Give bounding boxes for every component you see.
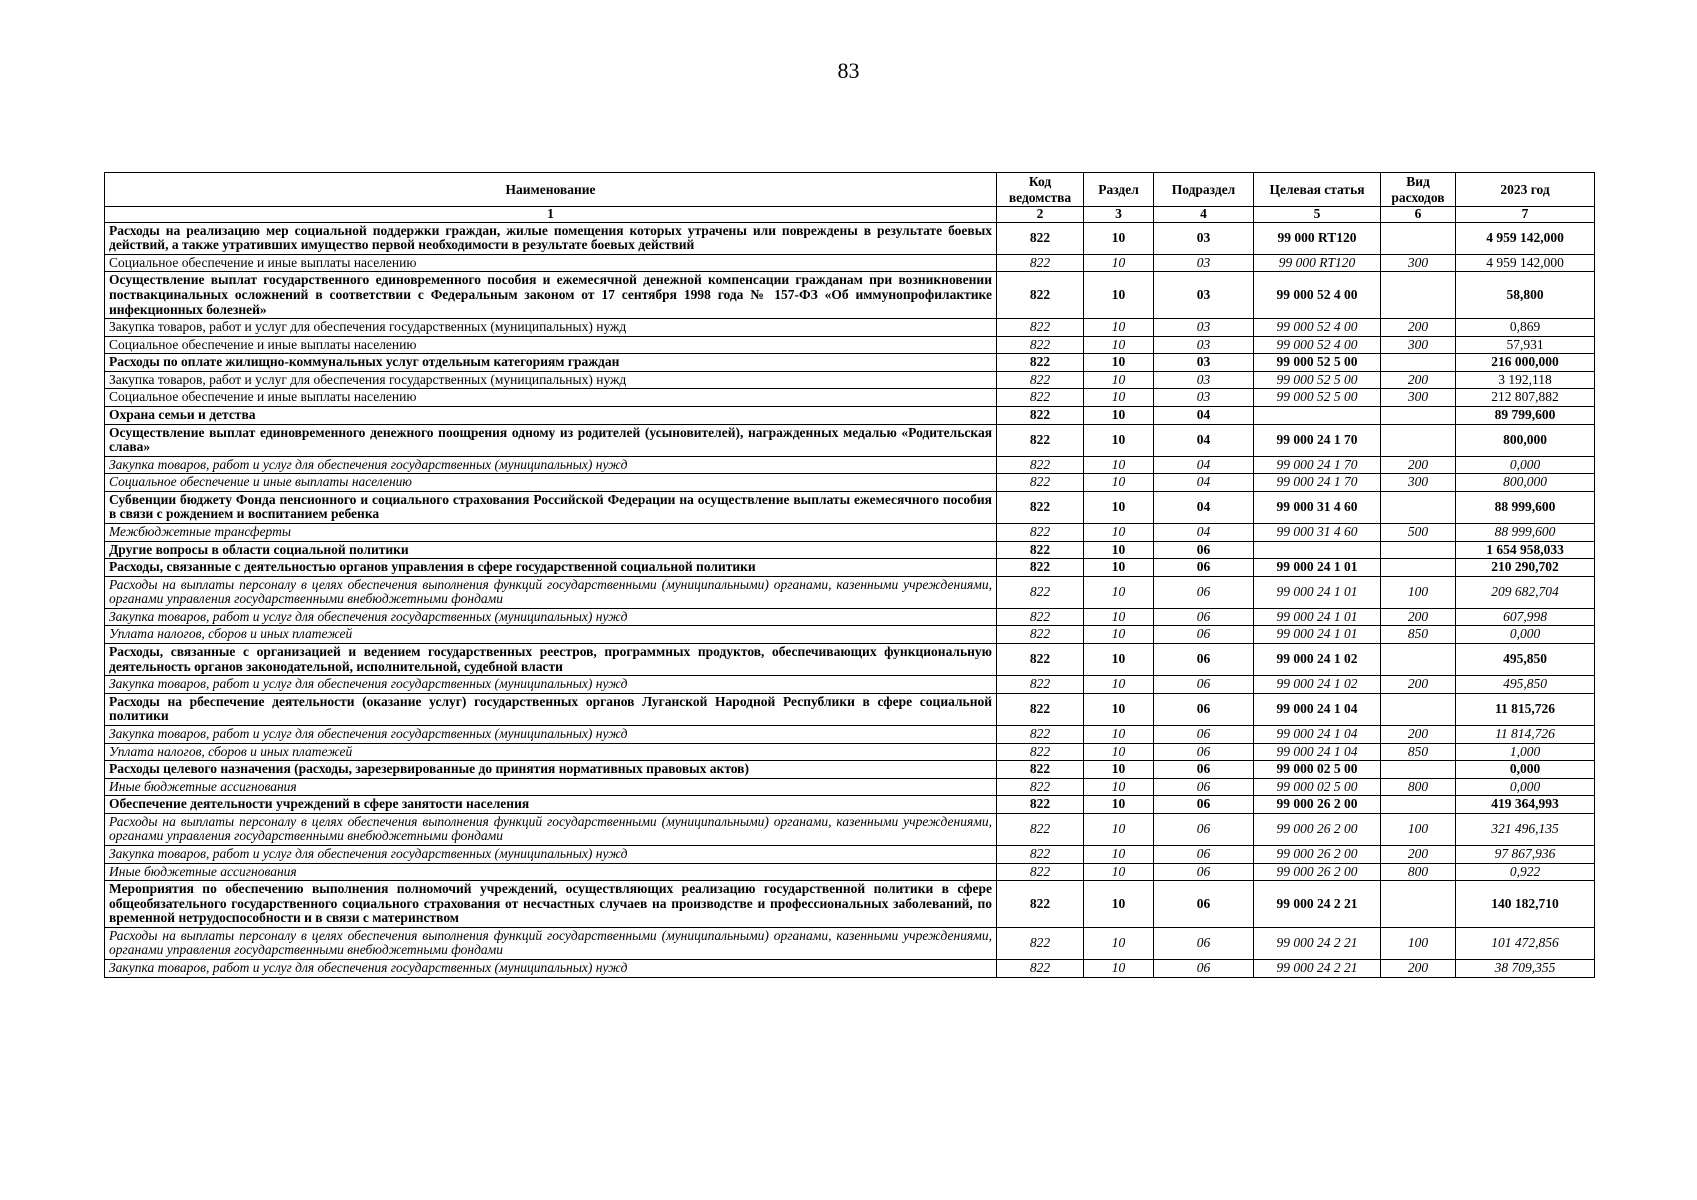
row-code: 822 [997,474,1084,492]
table-row [105,676,1595,694]
row-name: Закупка товаров, работ и услуг для обеспечения государственных (муниципальных) нужд [105,319,997,337]
row-code: 822 [997,456,1084,474]
row-type [1381,424,1456,456]
column-number: 1 [105,207,997,223]
row-name: Закупка товаров, работ и услуг для обеспечения государственных (муниципальных) нужд [105,846,997,864]
row-target: 99 000 24 1 70 [1254,456,1381,474]
row-subsection: 06 [1154,676,1254,694]
column-number: 7 [1456,207,1595,223]
row-type: 300 [1381,254,1456,272]
header-section: Раздел [1084,173,1154,207]
row-name: Социальное обеспечение и иные выплаты населению [105,389,997,407]
table-row [105,406,1595,424]
row-section: 10 [1084,761,1154,779]
row-name: Расходы по оплате жилищно-коммунальных услуг отдельным категориям граждан [105,354,997,372]
table-row [105,626,1595,644]
row-target: 99 000 31 4 60 [1254,491,1381,523]
row-type [1381,406,1456,424]
row-type: 850 [1381,743,1456,761]
row-name: Социальное обеспечение и иные выплаты населению [105,336,997,354]
row-amount: 210 290,702 [1456,559,1595,577]
table-row [105,608,1595,626]
header-code: Код ведомства [997,173,1084,207]
row-amount: 57,931 [1456,336,1595,354]
row-target: 99 000 24 1 02 [1254,644,1381,676]
row-amount: 0,000 [1456,456,1595,474]
row-subsection: 03 [1154,254,1254,272]
row-subsection: 06 [1154,761,1254,779]
row-code: 822 [997,927,1084,959]
row-amount: 0,922 [1456,863,1595,881]
table-row [105,846,1595,864]
row-subsection: 06 [1154,541,1254,559]
row-amount: 89 799,600 [1456,406,1595,424]
row-code: 822 [997,272,1084,319]
row-target: 99 000 24 1 01 [1254,559,1381,577]
row-subsection: 03 [1154,371,1254,389]
table-row [105,927,1595,959]
row-amount: 495,850 [1456,676,1595,694]
row-section: 10 [1084,813,1154,845]
table-row [105,354,1595,372]
row-name: Социальное обеспечение и иные выплаты населению [105,254,997,272]
table-row [105,761,1595,779]
row-subsection: 06 [1154,693,1254,725]
table-row [105,524,1595,542]
row-section: 10 [1084,524,1154,542]
row-name: Обеспечение деятельности учреждений в сфере занятости населения [105,796,997,814]
row-subsection: 06 [1154,644,1254,676]
row-amount: 88 999,600 [1456,524,1595,542]
row-type [1381,796,1456,814]
row-type: 100 [1381,927,1456,959]
table-row [105,222,1595,254]
row-type: 800 [1381,863,1456,881]
row-code: 822 [997,336,1084,354]
row-code: 822 [997,524,1084,542]
row-code: 822 [997,693,1084,725]
table-row [105,319,1595,337]
row-name: Расходы на выплаты персоналу в целях обеспечения выполнения функций государственными (муниципальными) органами, казенными учреждениями, органами управления государственными внебюджетными фондами [105,813,997,845]
row-subsection: 06 [1154,846,1254,864]
table-row [105,389,1595,407]
row-target: 99 000 52 4 00 [1254,336,1381,354]
row-type: 200 [1381,319,1456,337]
row-target: 99 000 52 5 00 [1254,389,1381,407]
row-subsection: 06 [1154,778,1254,796]
row-section: 10 [1084,541,1154,559]
row-code: 822 [997,319,1084,337]
table-row [105,559,1595,577]
row-amount: 419 364,993 [1456,796,1595,814]
row-code: 822 [997,491,1084,523]
row-type: 200 [1381,676,1456,694]
table-row [105,796,1595,814]
row-code: 822 [997,960,1084,978]
row-subsection: 06 [1154,576,1254,608]
column-number: 3 [1084,207,1154,223]
row-name: Закупка товаров, работ и услуг для обеспечения государственных (муниципальных) нужд [105,371,997,389]
row-section: 10 [1084,559,1154,577]
table-row [105,474,1595,492]
row-section: 10 [1084,272,1154,319]
table-row [105,541,1595,559]
row-type [1381,559,1456,577]
row-target: 99 000 26 2 00 [1254,846,1381,864]
row-target: 99 000 26 2 00 [1254,813,1381,845]
table-row [105,491,1595,523]
row-section: 10 [1084,863,1154,881]
row-name: Межбюджетные трансферты [105,524,997,542]
row-code: 822 [997,254,1084,272]
row-section: 10 [1084,576,1154,608]
header-row [105,173,1595,207]
row-amount: 209 682,704 [1456,576,1595,608]
row-amount: 3 192,118 [1456,371,1595,389]
row-name: Осуществление выплат государственного единовременного пособия и ежемесячной денежной компенсации гражданам при возникновении поствакцинальных осложнений в соответствии с Федеральным законом от 17 сентября 1998 года № 157-ФЗ «Об иммунопрофилактике инфекционных болезней» [105,272,997,319]
row-section: 10 [1084,927,1154,959]
table-row [105,863,1595,881]
row-name: Расходы целевого назначения (расходы, зарезервированные до принятия нормативных правовых актов) [105,761,997,779]
row-target: 99 000 24 1 70 [1254,424,1381,456]
table-row [105,576,1595,608]
row-code: 822 [997,541,1084,559]
row-amount: 11 815,726 [1456,693,1595,725]
row-type: 500 [1381,524,1456,542]
table-row [105,778,1595,796]
header-target: Целевая статья [1254,173,1381,207]
row-type: 200 [1381,960,1456,978]
row-target: 99 000 RT120 [1254,222,1381,254]
row-target: 99 000 24 2 21 [1254,927,1381,959]
row-type: 100 [1381,576,1456,608]
row-amount: 212 807,882 [1456,389,1595,407]
row-subsection: 03 [1154,319,1254,337]
row-amount: 88 999,600 [1456,491,1595,523]
table-row [105,272,1595,319]
table-row [105,336,1595,354]
header-subsection: Подраздел [1154,173,1254,207]
row-target [1254,541,1381,559]
row-name: Осуществление выплат единовременного денежного поощрения одному из родителей (усыновителей), награжденных медалью «Родительская слава» [105,424,997,456]
row-subsection: 03 [1154,336,1254,354]
row-subsection: 04 [1154,406,1254,424]
row-subsection: 06 [1154,559,1254,577]
row-target: 99 000 52 4 00 [1254,319,1381,337]
row-amount: 0,000 [1456,778,1595,796]
row-code: 822 [997,644,1084,676]
row-target: 99 000 24 1 04 [1254,725,1381,743]
row-subsection: 03 [1154,222,1254,254]
row-name: Уплата налогов, сборов и иных платежей [105,626,997,644]
row-section: 10 [1084,474,1154,492]
row-target: 99 000 RT120 [1254,254,1381,272]
row-subsection: 06 [1154,796,1254,814]
row-type: 850 [1381,626,1456,644]
row-name: Расходы на выплаты персоналу в целях обеспечения выполнения функций государственными (муниципальными) органами, казенными учреждениями, органами управления государственными внебюджетными фондами [105,576,997,608]
table-row [105,743,1595,761]
row-name: Закупка товаров, работ и услуг для обеспечения государственных (муниципальных) нужд [105,676,997,694]
table-row [105,424,1595,456]
row-code: 822 [997,354,1084,372]
row-section: 10 [1084,254,1154,272]
row-name: Охрана семьи и детства [105,406,997,424]
row-subsection: 04 [1154,424,1254,456]
page-number: 83 [837,58,860,83]
row-section: 10 [1084,456,1154,474]
row-target: 99 000 02 5 00 [1254,778,1381,796]
row-type: 200 [1381,846,1456,864]
row-type: 300 [1381,389,1456,407]
table-row [105,960,1595,978]
row-type [1381,644,1456,676]
row-section: 10 [1084,778,1154,796]
row-type: 300 [1381,336,1456,354]
row-type [1381,541,1456,559]
row-type [1381,354,1456,372]
row-section: 10 [1084,846,1154,864]
row-type: 100 [1381,813,1456,845]
row-section: 10 [1084,676,1154,694]
row-name: Закупка товаров, работ и услуг для обеспечения государственных (муниципальных) нужд [105,608,997,626]
row-target: 99 000 24 1 04 [1254,743,1381,761]
column-number: 2 [997,207,1084,223]
table-row [105,693,1595,725]
table-row [105,725,1595,743]
row-target: 99 000 52 5 00 [1254,371,1381,389]
row-code: 822 [997,863,1084,881]
row-code: 822 [997,559,1084,577]
row-subsection: 06 [1154,626,1254,644]
row-section: 10 [1084,491,1154,523]
row-subsection: 03 [1154,389,1254,407]
row-code: 822 [997,626,1084,644]
row-section: 10 [1084,796,1154,814]
row-amount: 607,998 [1456,608,1595,626]
row-section: 10 [1084,424,1154,456]
row-section: 10 [1084,389,1154,407]
row-code: 822 [997,389,1084,407]
table-row [105,371,1595,389]
row-amount: 0,869 [1456,319,1595,337]
row-target: 99 000 24 1 01 [1254,626,1381,644]
row-section: 10 [1084,354,1154,372]
budget-table [104,172,1595,978]
row-type: 800 [1381,778,1456,796]
row-code: 822 [997,881,1084,928]
row-name: Расходы на выплаты персоналу в целях обеспечения выполнения функций государственными (муниципальными) органами, казенными учреждениями, органами управления государственными внебюджетными фондами [105,927,997,959]
row-amount: 0,000 [1456,626,1595,644]
row-code: 822 [997,778,1084,796]
row-amount: 321 496,135 [1456,813,1595,845]
row-name: Субвенции бюджету Фонда пенсионного и социального страхования Российской Федерации на осуществление выплаты ежемесячного пособия в связи с рождением и воспитанием ребенка [105,491,997,523]
row-section: 10 [1084,725,1154,743]
row-type [1381,693,1456,725]
row-section: 10 [1084,644,1154,676]
row-amount: 4 959 142,000 [1456,254,1595,272]
row-name: Расходы на реализацию мер социальной поддержки граждан, жилые помещения которых утрачены или повреждены в результате боевых действий, а также утративших имущество первой необходимости в результате боевых действий [105,222,997,254]
row-type [1381,272,1456,319]
row-name: Другие вопросы в области социальной политики [105,541,997,559]
header-name: Наименование [105,173,997,207]
row-amount: 58,800 [1456,272,1595,319]
row-target [1254,406,1381,424]
row-target: 99 000 24 1 02 [1254,676,1381,694]
row-type: 200 [1381,725,1456,743]
row-subsection: 04 [1154,524,1254,542]
row-type [1381,881,1456,928]
row-subsection: 06 [1154,725,1254,743]
row-type: 200 [1381,608,1456,626]
row-code: 822 [997,796,1084,814]
header-type: Вид расходов [1381,173,1456,207]
row-amount: 216 000,000 [1456,354,1595,372]
row-subsection: 06 [1154,960,1254,978]
row-section: 10 [1084,693,1154,725]
row-code: 822 [997,222,1084,254]
row-type [1381,491,1456,523]
row-code: 822 [997,761,1084,779]
row-section: 10 [1084,608,1154,626]
row-target: 99 000 24 2 21 [1254,960,1381,978]
row-target: 99 000 31 4 60 [1254,524,1381,542]
row-amount: 4 959 142,000 [1456,222,1595,254]
row-name: Расходы на рбеспечение деятельности (оказание услуг) государственных органов Луганской Народной Республики в сфере социальной политики [105,693,997,725]
row-code: 822 [997,743,1084,761]
table-row [105,881,1595,928]
row-code: 822 [997,846,1084,864]
row-amount: 0,000 [1456,761,1595,779]
row-amount: 38 709,355 [1456,960,1595,978]
row-section: 10 [1084,743,1154,761]
row-amount: 1 654 958,033 [1456,541,1595,559]
table-row [105,644,1595,676]
row-amount: 101 472,856 [1456,927,1595,959]
row-code: 822 [997,725,1084,743]
row-subsection: 06 [1154,813,1254,845]
row-target: 99 000 24 1 01 [1254,576,1381,608]
column-number: 5 [1254,207,1381,223]
row-type: 200 [1381,456,1456,474]
row-code: 822 [997,608,1084,626]
row-target: 99 000 52 4 00 [1254,272,1381,319]
table-row [105,254,1595,272]
row-amount: 495,850 [1456,644,1595,676]
row-code: 822 [997,676,1084,694]
row-name: Мероприятия по обеспечению выполнения полномочий учреждений, осуществляющих реализацию государственной политики в сфере общеобязательного государственного социального страхования от несчастных случаев на производстве и профессиональных заболеваний, по временной нетрудоспособности и в связи с материнством [105,881,997,928]
row-code: 822 [997,371,1084,389]
row-section: 10 [1084,371,1154,389]
row-section: 10 [1084,881,1154,928]
row-subsection: 06 [1154,743,1254,761]
row-section: 10 [1084,336,1154,354]
row-amount: 97 867,936 [1456,846,1595,864]
row-amount: 1,000 [1456,743,1595,761]
row-code: 822 [997,813,1084,845]
row-target: 99 000 24 1 04 [1254,693,1381,725]
row-type: 200 [1381,371,1456,389]
row-amount: 140 182,710 [1456,881,1595,928]
row-name: Социальное обеспечение и иные выплаты населению [105,474,997,492]
row-code: 822 [997,424,1084,456]
row-name: Иные бюджетные ассигнования [105,863,997,881]
column-number: 4 [1154,207,1254,223]
row-type [1381,222,1456,254]
row-type: 300 [1381,474,1456,492]
row-name: Закупка товаров, работ и услуг для обеспечения государственных (муниципальных) нужд [105,960,997,978]
row-section: 10 [1084,319,1154,337]
row-section: 10 [1084,222,1154,254]
column-number-row [105,207,1595,223]
table-row [105,456,1595,474]
row-name: Расходы, связанные с деятельностью органов управления в сфере государственной социальной политики [105,559,997,577]
row-subsection: 06 [1154,863,1254,881]
header-amount: 2023 год [1456,173,1595,207]
row-name: Расходы, связанные с организацией и ведением государственных реестров, программных продуктов, обеспечивающих функциональную деятельность органов законодательной, исполнительной, судебной власти [105,644,997,676]
row-target: 99 000 26 2 00 [1254,863,1381,881]
row-name: Иные бюджетные ассигнования [105,778,997,796]
row-target: 99 000 26 2 00 [1254,796,1381,814]
row-name: Закупка товаров, работ и услуг для обеспечения государственных (муниципальных) нужд [105,725,997,743]
row-subsection: 03 [1154,354,1254,372]
column-number: 6 [1381,207,1456,223]
row-subsection: 06 [1154,881,1254,928]
row-subsection: 04 [1154,456,1254,474]
row-name: Уплата налогов, сборов и иных платежей [105,743,997,761]
row-section: 10 [1084,960,1154,978]
row-target: 99 000 02 5 00 [1254,761,1381,779]
row-amount: 800,000 [1456,474,1595,492]
row-target: 99 000 24 1 70 [1254,474,1381,492]
row-amount: 11 814,726 [1456,725,1595,743]
row-amount: 800,000 [1456,424,1595,456]
row-subsection: 06 [1154,608,1254,626]
row-section: 10 [1084,626,1154,644]
row-target: 99 000 52 5 00 [1254,354,1381,372]
row-section: 10 [1084,406,1154,424]
row-subsection: 03 [1154,272,1254,319]
table-row [105,813,1595,845]
row-target: 99 000 24 2 21 [1254,881,1381,928]
row-code: 822 [997,576,1084,608]
row-subsection: 06 [1154,927,1254,959]
row-subsection: 04 [1154,474,1254,492]
row-name: Закупка товаров, работ и услуг для обеспечения государственных (муниципальных) нужд [105,456,997,474]
row-subsection: 04 [1154,491,1254,523]
row-type [1381,761,1456,779]
row-target: 99 000 24 1 01 [1254,608,1381,626]
row-code: 822 [997,406,1084,424]
